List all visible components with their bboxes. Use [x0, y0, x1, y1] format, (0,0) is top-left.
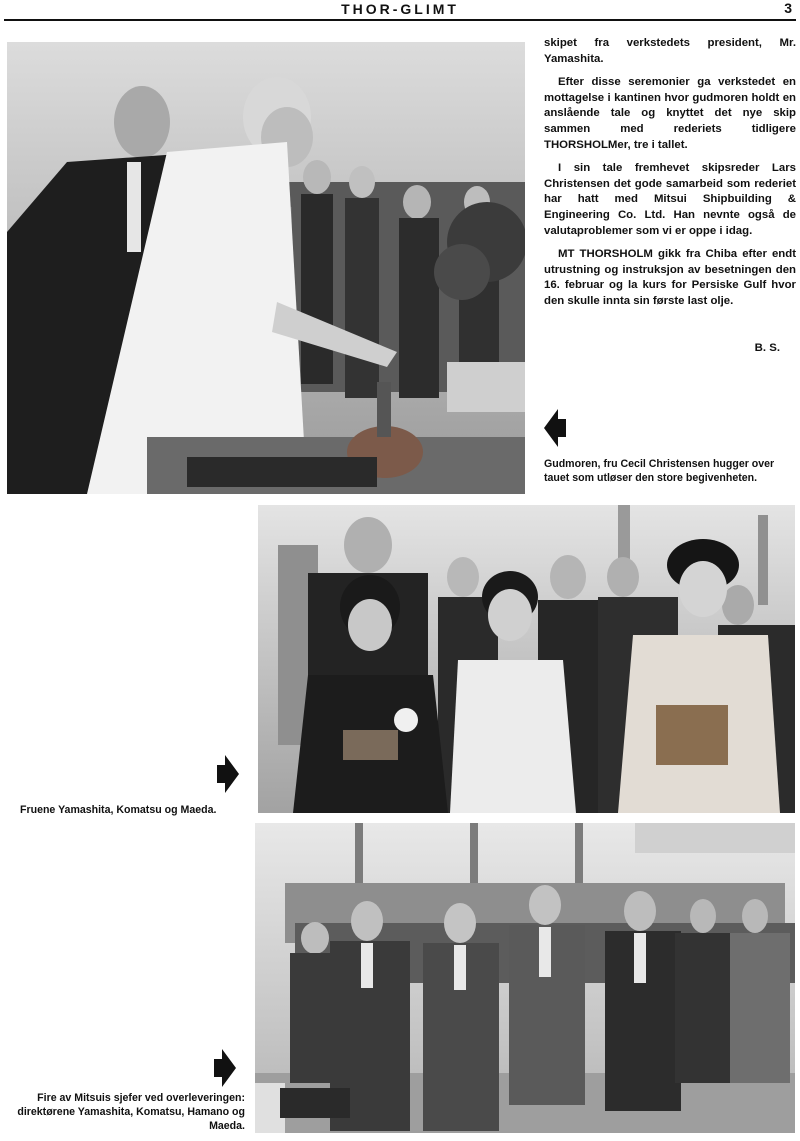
- executives-photo: [255, 823, 795, 1133]
- paragraph-4: MT THORSHOLM gikk fra Chiba efter endt utrustning og instruksjon av besetningen den 16. februar og la kurs for Persiske Gulf hvor den skulle innta sin første last olje.: [544, 248, 796, 307]
- ceremony-photo: [7, 42, 525, 494]
- caption-ceremony: Gudmoren, fru Cecil Christensen hugger over tauet som utløser den store begivenheten.: [544, 458, 775, 484]
- header-rule: [4, 19, 796, 21]
- author-signature: B. S.: [754, 342, 780, 354]
- article-body: [544, 36, 796, 318]
- arrow-right-icon: [214, 1049, 236, 1087]
- arrow-left-icon: [544, 409, 566, 447]
- caption-executives: Fire av Mitsuis sjefer ved overleveringen: direktørene Yamashita, Komatsu, Hamano og Maeda.: [17, 1092, 245, 1132]
- wives-photo-image: [258, 505, 795, 813]
- arrow-right-icon: [217, 755, 239, 793]
- paragraph-1: skipet fra verkstedets president, Mr. Yamashita.: [544, 37, 796, 65]
- paragraph-3: I sin tale fremhevet skipsreder Lars Christensen det gode samarbeid som rederiet har hatt med Mitsui Shipbuilding & Engineering Co. Ltd. Han nevnte også de valutaproblemer som vi er oppe i idag.: [544, 162, 796, 237]
- paragraph-2: Efter disse seremonier ga verkstedet en mottagelse i kantinen hvor gudmoren holdt en anslående tale og knyttet det nye skip sammen med rederiets tidligere THORSHOLMer, tre i tallet.: [544, 76, 796, 151]
- caption-wives: Fruene Yamashita, Komatsu og Maeda.: [20, 804, 217, 816]
- page-header: [0, 0, 800, 22]
- magazine-title: THOR-GLIMT: [341, 1, 459, 17]
- ceremony-photo-image: [7, 42, 525, 494]
- executives-photo-image: [255, 823, 795, 1133]
- page-number: 3: [784, 0, 792, 16]
- wives-photo: [258, 505, 795, 813]
